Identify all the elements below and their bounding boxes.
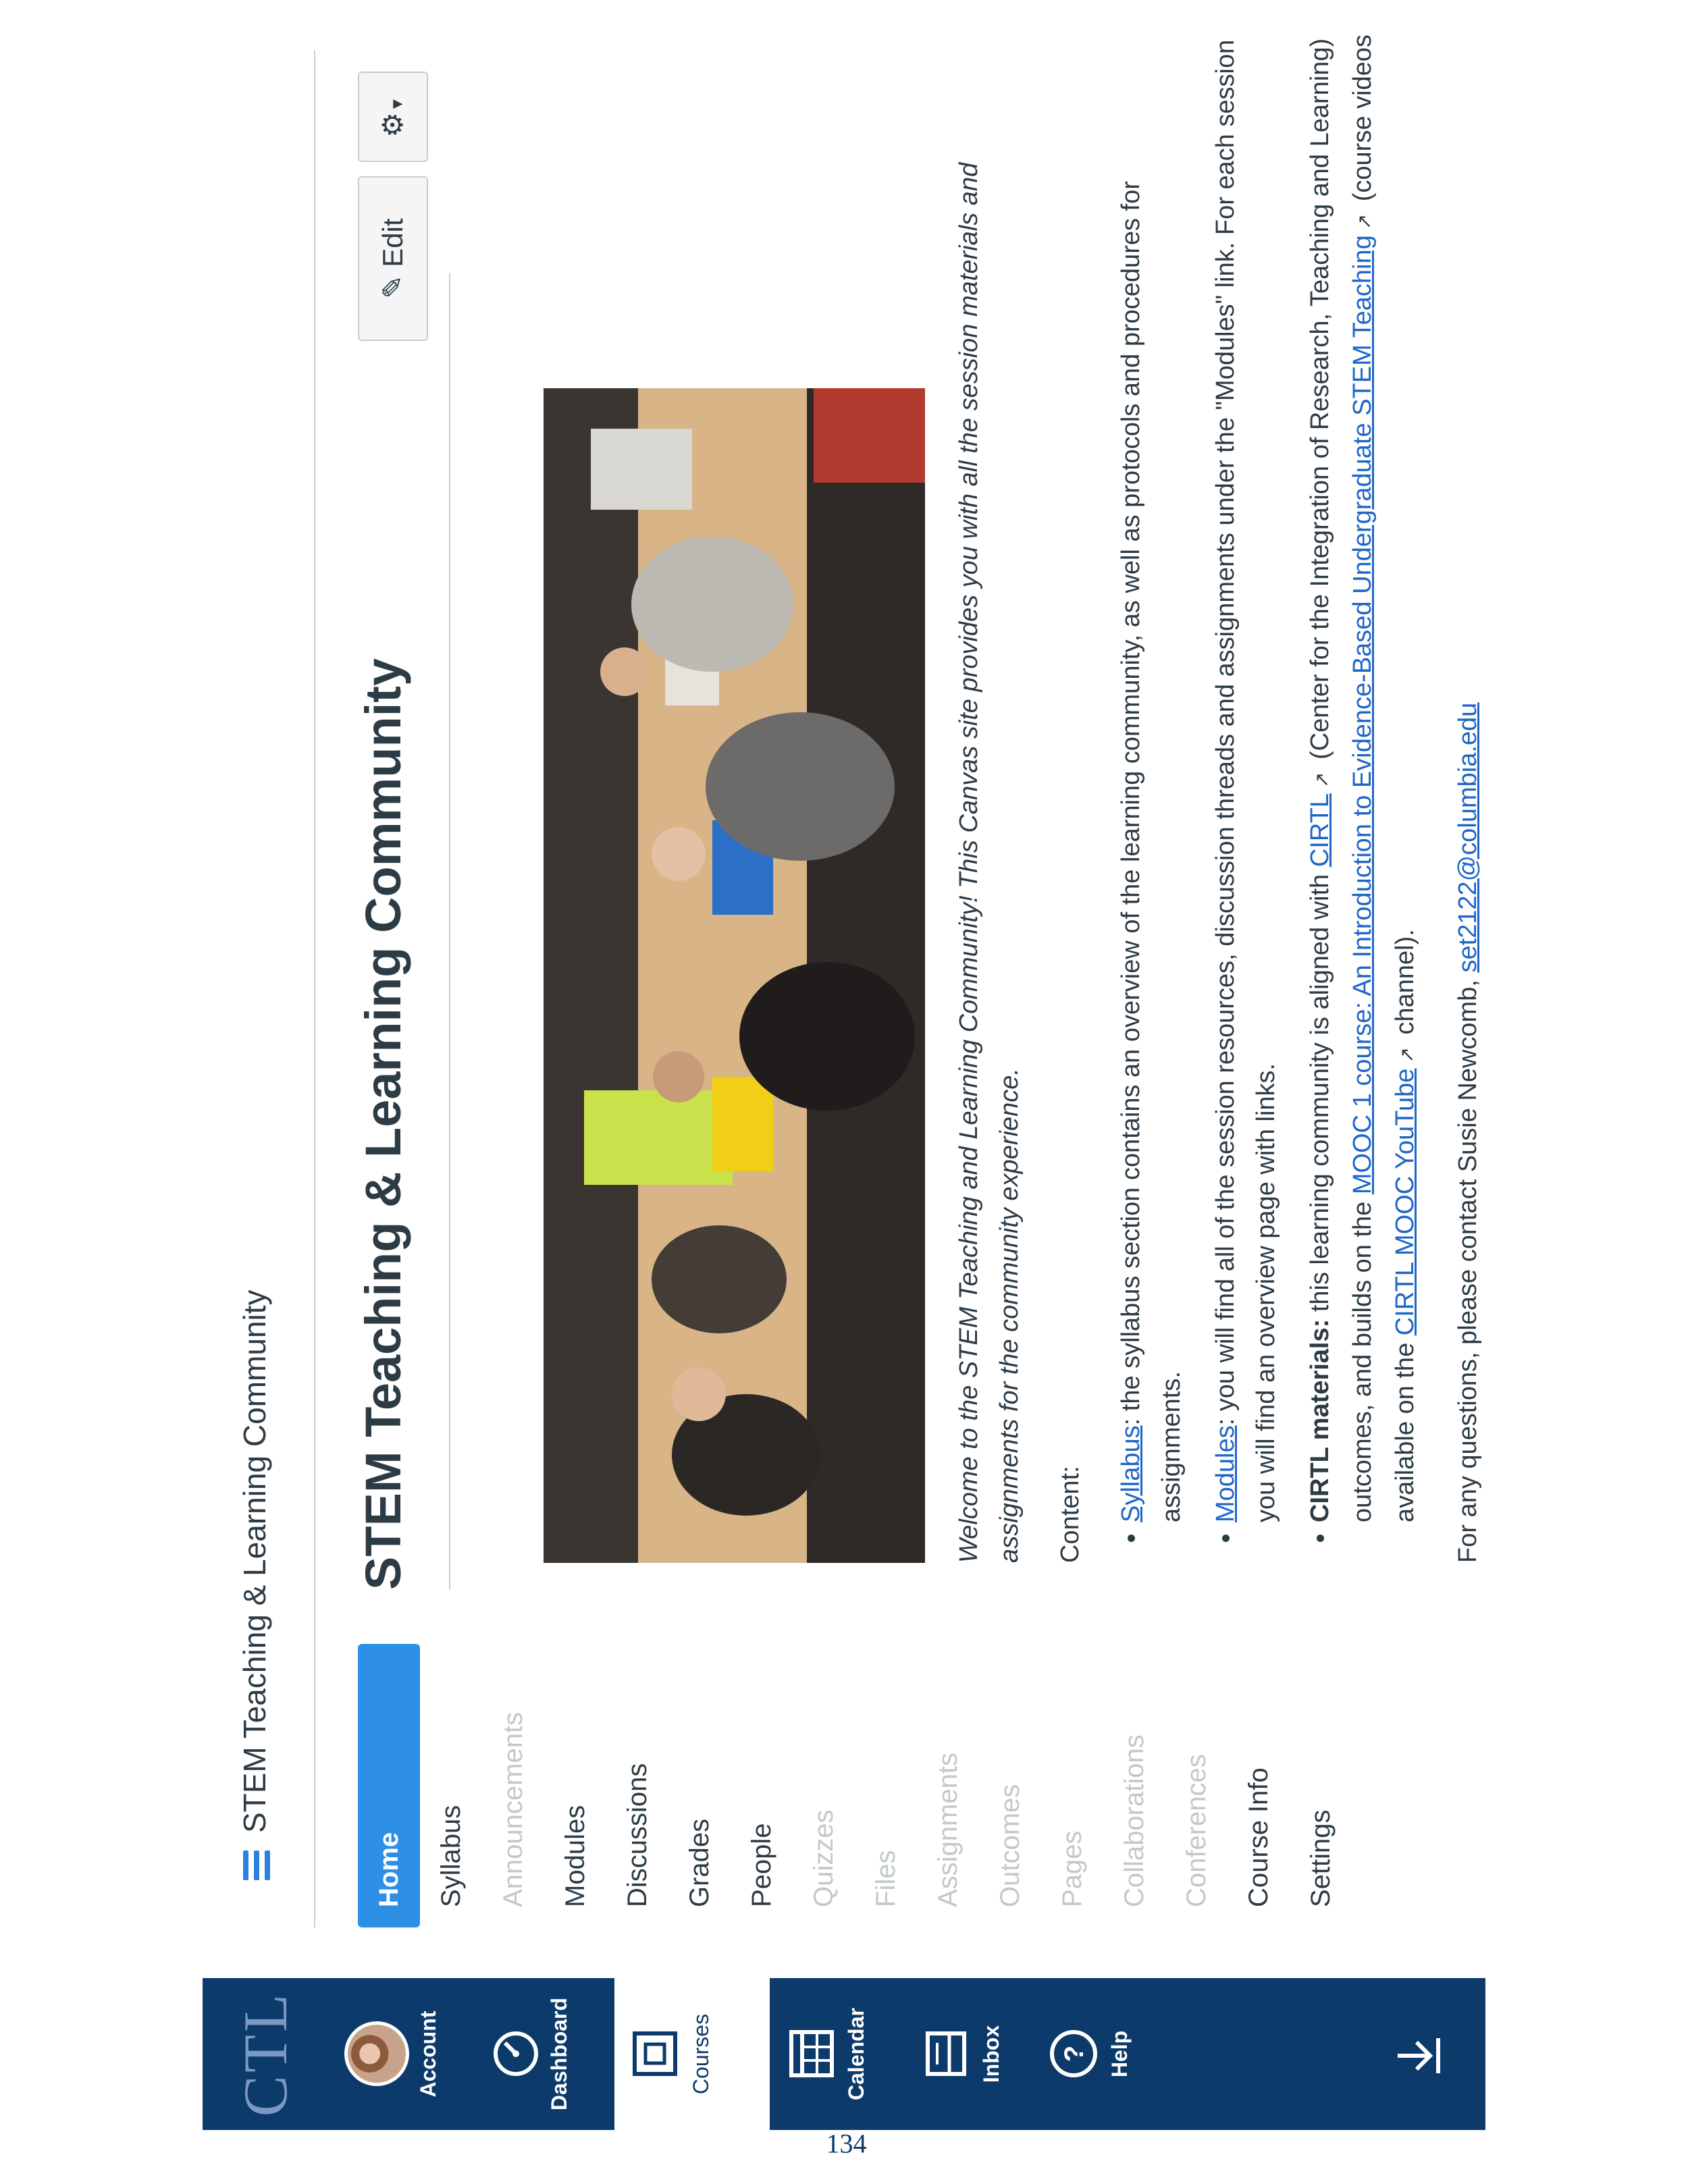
page-body bbox=[949, 24, 1508, 1563]
external-link-icon: ↗ bbox=[1396, 1047, 1417, 1063]
external-link-icon: ↗ bbox=[1354, 213, 1375, 230]
global-nav-courses[interactable] bbox=[614, 1978, 770, 2130]
course-nav-syllabus[interactable]: Syllabus bbox=[436, 1805, 466, 1907]
course-nav-settings[interactable]: Settings bbox=[1306, 1809, 1336, 1907]
help-icon bbox=[1047, 2027, 1101, 2081]
settings-menu-button[interactable] bbox=[358, 72, 428, 162]
global-nav-inbox-label: Inbox bbox=[979, 2025, 1003, 2083]
course-nav-course-info[interactable]: Course Info bbox=[1244, 1767, 1273, 1907]
global-nav-inbox[interactable] bbox=[918, 1978, 1040, 2130]
caret-down-icon: ▼ bbox=[388, 96, 406, 113]
course-nav-discussions[interactable]: Discussions bbox=[623, 1763, 652, 1907]
edit-button[interactable] bbox=[358, 176, 428, 341]
global-nav-calendar-label: Calendar bbox=[844, 2008, 868, 2100]
course-nav-home[interactable]: Home bbox=[358, 1644, 420, 1927]
course-nav bbox=[358, 1644, 1352, 1927]
cirtl-link[interactable]: CIRTL bbox=[1306, 793, 1334, 868]
contact-text: For any questions, please contact Susie Newcomb, bbox=[1454, 980, 1482, 1563]
course-nav-files[interactable]: Files bbox=[871, 1850, 901, 1907]
pencil-icon: ✎ bbox=[377, 275, 408, 299]
course-nav-pages[interactable]: Pages bbox=[1057, 1830, 1087, 1907]
global-nav bbox=[203, 1978, 1485, 2130]
global-nav-courses-label: Courses bbox=[689, 2013, 713, 2095]
course-nav-modules[interactable]: Modules bbox=[560, 1805, 590, 1907]
inbox-icon bbox=[918, 2027, 972, 2081]
cirtl-text-1: this learning community is aligned with bbox=[1306, 874, 1334, 1312]
title-divider bbox=[449, 273, 450, 1590]
page-number: 134 bbox=[826, 2128, 867, 2159]
content-list bbox=[1111, 24, 1427, 1563]
global-nav-account[interactable] bbox=[344, 1978, 466, 2130]
breadcrumb[interactable]: STEM Teaching & Learning Community bbox=[237, 1289, 272, 1833]
list-item bbox=[1111, 24, 1192, 1522]
modules-desc: : you will find all of the session resources, discussion threads and assignments under the "Modules" link. For each session you will find an overview page with links. bbox=[1211, 39, 1280, 1522]
course-nav-assignments[interactable]: Assignments bbox=[933, 1753, 963, 1907]
global-nav-help-label: Help bbox=[1107, 2030, 1132, 2078]
course-nav-announcements[interactable]: Announcements bbox=[498, 1711, 528, 1907]
course-nav-collaborations[interactable]: Collaborations bbox=[1119, 1734, 1149, 1907]
ctl-logo[interactable]: CTL bbox=[231, 1991, 300, 2117]
cirtl-text-3: (course videos available on the bbox=[1348, 34, 1419, 1522]
course-nav-grades[interactable]: Grades bbox=[685, 1818, 714, 1907]
header-divider bbox=[314, 51, 315, 1927]
svg-text:?: ? bbox=[1059, 2046, 1089, 2062]
modules-link[interactable]: Modules bbox=[1211, 1425, 1240, 1522]
cirtl-heading: CIRTL materials: bbox=[1306, 1319, 1334, 1522]
hamburger-menu-icon[interactable] bbox=[243, 1850, 270, 1880]
course-nav-outcomes[interactable]: Outcomes bbox=[995, 1784, 1025, 1907]
content-label: Content: bbox=[1056, 1466, 1084, 1563]
edit-button-label: Edit bbox=[377, 218, 408, 267]
global-nav-dashboard-label: Dashboard bbox=[547, 1997, 571, 2111]
collapse-nav-icon[interactable] bbox=[1391, 2029, 1445, 2083]
intro-text: Welcome to the STEM Teaching and Learning Community! This Canvas site provides you with all the session materials and assignments for the community experience. bbox=[955, 162, 1024, 1563]
course-nav-conferences[interactable]: Conferences bbox=[1182, 1754, 1211, 1907]
banner-photo bbox=[544, 388, 925, 1563]
dashboard-icon bbox=[486, 2027, 540, 2081]
contact-email-link[interactable]: set2122@columbia.edu bbox=[1454, 702, 1482, 973]
mooc-link[interactable]: MOOC 1 course: An Introduction to Evidence-Based Undergraduate STEM Teaching bbox=[1348, 235, 1377, 1195]
cirtl-text-2: (Center for the Integration of Research, Teaching and Learning) outcomes, and builds on the bbox=[1306, 38, 1377, 1522]
page-title: STEM Teaching & Learning Community bbox=[355, 658, 411, 1590]
syllabus-desc: : the syllabus section contains an overview of the learning community, as well as protocols and procedures for assignments. bbox=[1117, 181, 1186, 1522]
global-nav-dashboard[interactable] bbox=[486, 1978, 608, 2130]
external-link-icon: ↗ bbox=[1311, 772, 1332, 789]
gear-icon: ⚙ bbox=[377, 112, 408, 138]
youtube-link[interactable]: CIRTL MOOC YouTube bbox=[1391, 1068, 1419, 1336]
syllabus-link[interactable]: Syllabus bbox=[1117, 1425, 1145, 1522]
courses-icon bbox=[628, 2027, 682, 2081]
global-nav-account-label: Account bbox=[416, 2010, 440, 2098]
list-item bbox=[1205, 24, 1286, 1522]
calendar-icon bbox=[783, 2027, 837, 2081]
avatar bbox=[344, 2022, 409, 2087]
list-item bbox=[1300, 24, 1427, 1522]
course-nav-quizzes[interactable]: Quizzes bbox=[809, 1809, 839, 1907]
cirtl-text-4: channel). bbox=[1391, 929, 1419, 1035]
global-nav-calendar[interactable] bbox=[783, 1978, 905, 2130]
course-nav-people[interactable]: People bbox=[747, 1823, 776, 1907]
global-nav-help[interactable] bbox=[1047, 1978, 1168, 2130]
